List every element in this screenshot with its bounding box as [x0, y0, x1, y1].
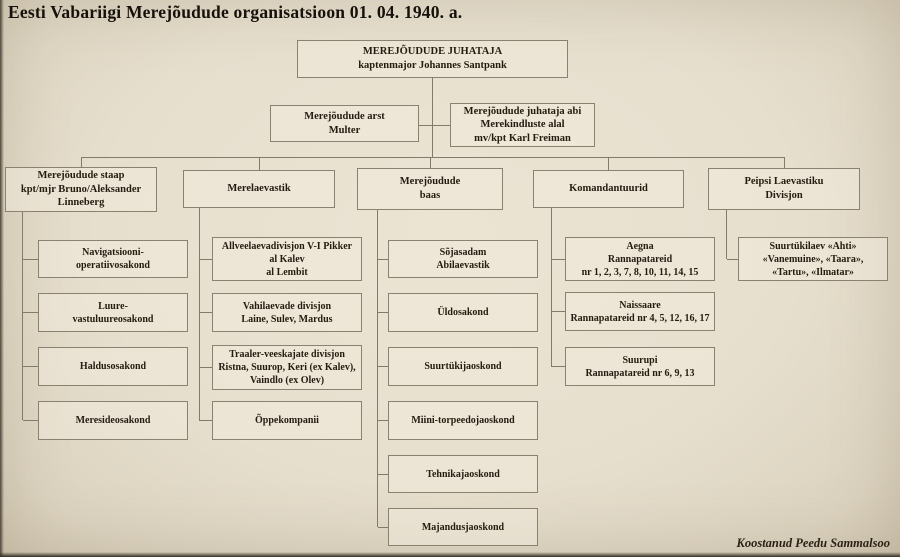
box-line: Suurtükijaoskond	[424, 361, 502, 372]
connector-root-vertical	[432, 78, 433, 158]
box-line: kaptenmajor Johannes Santpank	[358, 60, 507, 71]
connector-drop-peipsi	[784, 157, 785, 168]
box-line: MEREJÕUDUDE JUHATAJA	[362, 46, 503, 58]
connector-abi-stub	[433, 125, 450, 126]
box-line: vastuluureosakond	[72, 313, 154, 325]
org-box-peipsi-divisjon	[708, 168, 860, 210]
connector-stub	[378, 527, 388, 528]
org-box-navigatsiooniosakond	[38, 240, 188, 278]
connector-stub	[727, 259, 738, 260]
box-line: nr 1, 2, 3, 7, 8, 10, 11, 14, 15	[581, 266, 699, 278]
connector-drop-baas	[430, 157, 431, 168]
connector-drop-komandantuurid	[608, 157, 609, 170]
box-line: Merejõudude arst	[304, 110, 385, 122]
org-box-traaler-divisjon	[212, 345, 362, 390]
box-line: al Lembit	[266, 266, 308, 278]
box-line: Luure-	[98, 300, 128, 312]
box-line: Merekindluste alal	[480, 119, 565, 131]
box-line: Aegna	[626, 240, 654, 252]
box-line: Multer	[328, 124, 361, 136]
box-line: «Tartu», «Ilmatar»	[772, 266, 854, 278]
connector-stub	[200, 259, 212, 260]
box-line: Abilaevastik	[436, 260, 490, 271]
box-line: Haldusosakond	[79, 361, 147, 372]
connector-stub	[552, 366, 565, 367]
box-line: kpt/mjr Bruno/Aleksander	[20, 183, 142, 195]
box-line: Majandusjaoskond	[421, 521, 505, 533]
org-box-allveelaevadivisjon	[212, 237, 362, 281]
box-line: Rannapatareid	[607, 253, 673, 265]
org-box-suurtukijaoskond	[388, 347, 538, 386]
credit-text: Koostanud Peedu Sammalsoo	[736, 536, 890, 550]
box-line: Suurtükilaev «Ahti»	[769, 240, 857, 252]
connector-branch-rail	[81, 157, 785, 158]
connector-stub	[378, 366, 388, 367]
box-line: Merejõudude staap	[37, 170, 125, 182]
box-line: Meresideosakond	[75, 415, 151, 426]
box-line: Miini-torpeedojaoskond	[411, 415, 515, 426]
connector-stub	[23, 366, 38, 367]
box-line: mv/kpt Karl Freiman	[474, 132, 571, 144]
box-line: Traaler-veeskajate divisjon	[229, 349, 345, 360]
connector-stub	[23, 420, 38, 421]
org-box-oppekompanii	[212, 401, 362, 440]
box-line: al Kalev	[269, 253, 305, 265]
org-box-staap	[5, 167, 157, 212]
connector-stub	[200, 367, 212, 368]
connector-stub	[552, 259, 565, 260]
box-line: Laine, Sulev, Mardus	[241, 313, 333, 325]
connector-stub	[378, 312, 388, 313]
org-box-komandantuurid	[533, 170, 684, 208]
connector-stub	[200, 312, 212, 313]
connector-spine-merelaevastik	[199, 208, 200, 421]
connector-stub	[23, 312, 38, 313]
box-line: Linneberg	[57, 197, 105, 209]
box-line: Vahilaevade divisjon	[242, 300, 332, 312]
box-line: Tehnikajaoskond	[426, 468, 500, 480]
connector-spine-komandantuurid	[551, 208, 552, 367]
box-line: Vaindlo (ex Olev)	[249, 375, 325, 386]
box-line: Merejõudude	[399, 176, 461, 188]
org-box-miini-torpeedojaoskond	[388, 401, 538, 440]
org-box-luureosakond	[38, 293, 188, 332]
org-box-suurupi	[565, 347, 715, 386]
box-line: «Vanemuine», «Taara»,	[762, 253, 864, 265]
box-line: Allveelaevadivisjon V-I Pikker	[221, 240, 353, 252]
box-line: Merejõudude juhataja abi	[463, 105, 582, 117]
box-line: Naissaare	[619, 299, 661, 311]
org-box-aegna	[565, 237, 715, 281]
org-box-merelaevastik	[183, 170, 335, 208]
org-box-arst	[270, 105, 419, 142]
box-line: Sõjasadam	[439, 247, 487, 258]
org-box-baas	[357, 168, 503, 210]
org-box-juhataja-abi	[450, 103, 595, 147]
org-box-juhataja	[297, 40, 568, 78]
org-box-vahilaevade-divisjon	[212, 293, 362, 332]
box-line: Rannapatareid nr 4, 5, 12, 16, 17	[570, 312, 710, 324]
org-box-sojasadam	[388, 240, 538, 278]
connector-stub	[552, 311, 565, 312]
box-line: Üldosakond	[437, 307, 489, 318]
scan-edge-bottom	[0, 552, 900, 557]
connector-spine-peipsi	[726, 210, 727, 259]
connector-spine-staap	[22, 212, 23, 420]
box-line: operatiivosakond	[76, 260, 150, 271]
connector-arst-stub	[419, 125, 432, 126]
org-box-uldosakond	[388, 293, 538, 332]
box-line: Navigatsiooni-	[82, 247, 144, 258]
connector-stub	[378, 474, 388, 475]
page-title: Eesti Vabariigi Merejõudude organisatsioon 01. 04. 1940. a.	[8, 2, 463, 22]
connector-spine-baas	[377, 210, 378, 527]
box-line: Divisjon	[765, 190, 803, 201]
box-line: Merelaevastik	[227, 183, 291, 195]
org-box-naissaare	[565, 292, 715, 331]
connector-stub	[378, 259, 388, 260]
box-line: Ristna, Suurop, Keri (ex Kalev),	[218, 362, 356, 373]
org-box-haldusosakond	[38, 347, 188, 386]
org-box-majandusjaoskond	[388, 508, 538, 546]
connector-stub	[200, 420, 212, 421]
org-box-suurtukilaev-ahti	[738, 237, 888, 281]
box-line: Komandantuurid	[569, 183, 648, 195]
connector-stub	[23, 259, 38, 260]
scan-edge-left	[0, 0, 4, 557]
box-line: Suurupi	[622, 354, 658, 366]
org-box-tehnikajaoskond	[388, 455, 538, 493]
org-box-meresideosakond	[38, 401, 188, 440]
box-line: baas	[419, 190, 441, 201]
box-line: Õppekompanii	[255, 415, 319, 426]
connector-stub	[378, 420, 388, 421]
box-line: Rannapatareid nr 6, 9, 13	[585, 367, 695, 379]
connector-drop-merelaevastik	[259, 157, 260, 170]
box-line: Peipsi Laevastiku	[744, 176, 824, 188]
